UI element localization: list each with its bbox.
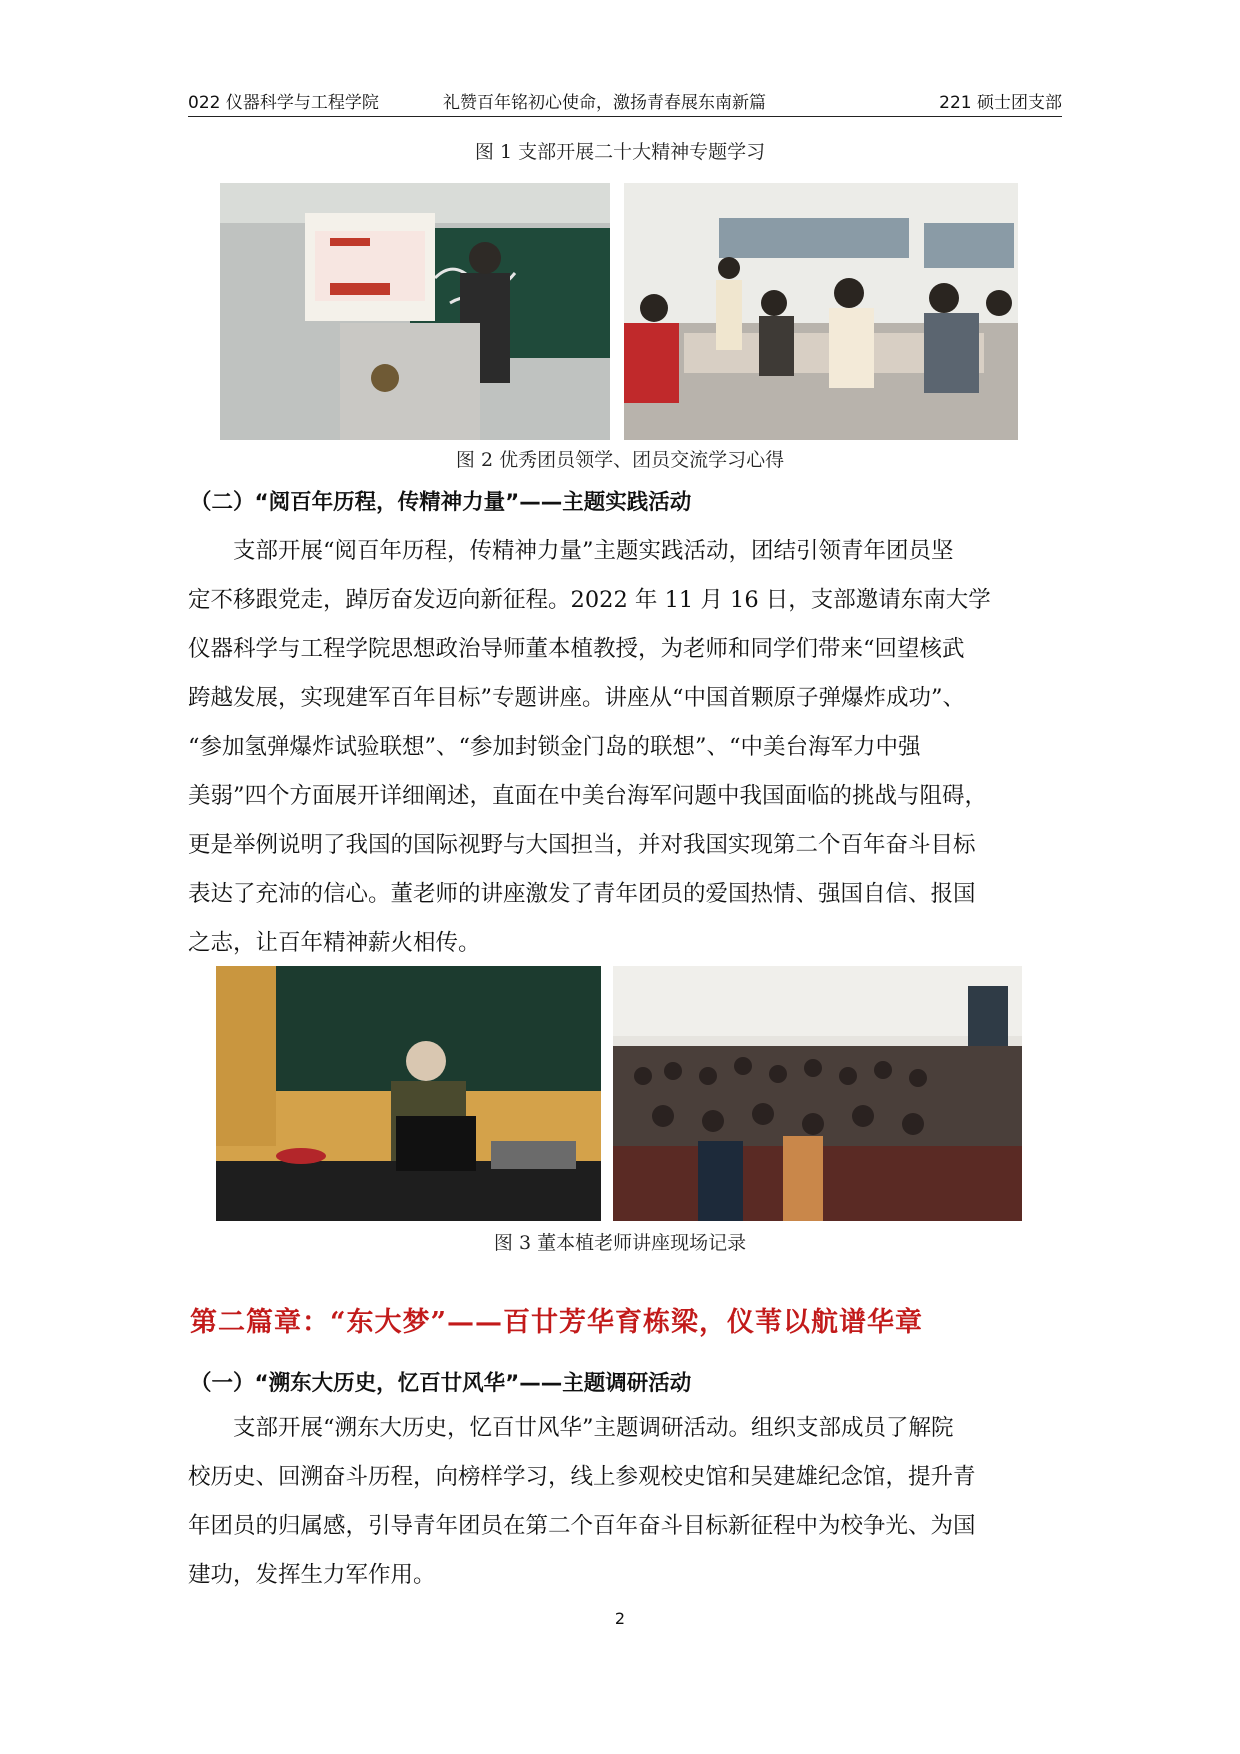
chapter-title: 第二篇章：“东大梦”——百廿芳华育栋梁，仪苇以航谱华章 (190, 1307, 924, 1338)
paragraph-line: 支部开展“溯东大历史，忆百廿风华”主题调研活动。组织支部成员了解院 (233, 1415, 954, 1441)
header-school: 022 仪器科学与工程学院 (188, 93, 379, 113)
paragraph-line: 定不移跟党走，踔厉奋发迈向新征程。2022 年 11 月 16 日，支部邀请东南大学 (188, 587, 991, 613)
page-header (188, 86, 1062, 117)
paragraph-line: 美弱”四个方面展开详细阐述，直面在中美台海军问题中我国面临的挑战与阻碍， (188, 783, 988, 809)
paragraph-line: 仪器科学与工程学院思想政治导师董本植教授，为老师和同学们带来“回望核武 (188, 636, 965, 662)
photo-members-sharing (624, 183, 1018, 440)
paragraph-line: 更是举例说明了我国的国际视野与大国担当，并对我国实现第二个百年奋斗目标 (188, 832, 976, 858)
photo-lecture-audience (613, 966, 1022, 1221)
section-heading-practice: （二）“阅百年历程，传精神力量”——主题实践活动 (190, 490, 692, 515)
paragraph-line: 表达了充沛的信心。董老师的讲座激发了青年团员的爱国热情、强国自信、报国 (188, 881, 976, 907)
figure-1-caption: 图 1 支部开展二十大精神专题学习 (474, 141, 766, 163)
paragraph-line: 校历史、回溯奋斗历程，向榜样学习，线上参观校史馆和吴建雄纪念馆，提升青 (188, 1464, 976, 1490)
header-title: 礼赞百年铭初心使命，激扬青春展东南新篇 (443, 93, 766, 113)
section-heading-research: （一）“溯东大历史，忆百廿风华”——主题调研活动 (190, 1371, 692, 1396)
header-branch: 221 硕士团支部 (939, 93, 1062, 113)
paragraph-line: 跨越发展，实现建军百年目标”专题讲座。讲座从“中国首颗原子弹爆炸成功”、 (188, 685, 966, 711)
paragraph-line: “参加氢弹爆炸试验联想”、“参加封锁金门岛的联想”、“中美台海军力中强 (188, 734, 921, 760)
paragraph-line: 建功，发挥生力军作用。 (188, 1562, 436, 1588)
paragraph-line: 年团员的归属感，引导青年团员在第二个百年奋斗目标新征程中为校争光、为国 (188, 1513, 976, 1539)
figure-2-caption: 图 2 优秀团员领学、团员交流学习心得 (455, 449, 785, 471)
photo-lecturer-at-podium (220, 183, 610, 440)
paragraph-practice (188, 527, 1062, 968)
paragraph-line: 支部开展“阅百年历程，传精神力量”主题实践活动，团结引领青年团员坚 (233, 538, 954, 564)
paragraph-research (188, 1404, 1062, 1600)
page-number: 2 (614, 1609, 626, 1628)
figure-3-caption: 图 3 董本植老师讲座现场记录 (493, 1232, 747, 1254)
photo-professor-lecture (216, 966, 601, 1221)
paragraph-line: 之志，让百年精神薪火相传。 (188, 930, 481, 956)
